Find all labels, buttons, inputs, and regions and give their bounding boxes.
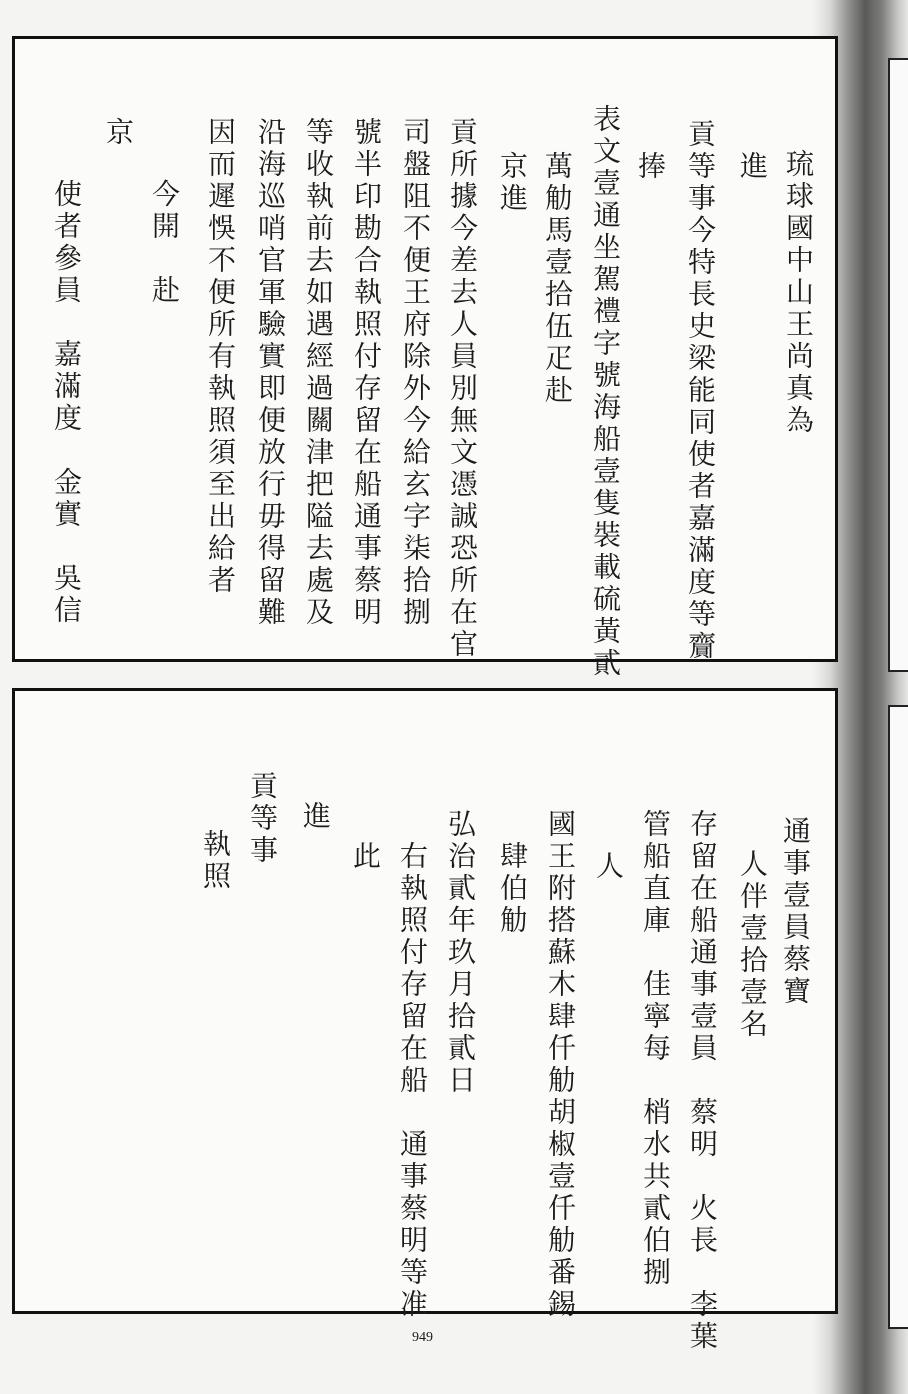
text-column: 通事壹員蔡寶 bbox=[779, 816, 812, 1008]
text-column: 因而遲悞不便所有執照須至出給者 bbox=[204, 117, 237, 597]
text-column: 捧 bbox=[634, 151, 667, 183]
text-column: 使者參員 嘉滿度 金實 吳信 bbox=[50, 179, 83, 627]
text-column: 進 bbox=[736, 151, 769, 183]
text-column: 貢所據今差去人員別無文憑誠恐所在官 bbox=[446, 117, 479, 661]
text-column: 京 bbox=[102, 117, 135, 149]
text-column: 號半印勘合執照付存留在船通事蔡明 bbox=[350, 117, 383, 629]
next-page-edge-bottom bbox=[888, 705, 908, 1329]
text-column: 等收執前去如遇經過關津把隘去處及 bbox=[302, 117, 335, 629]
text-column: 執照 bbox=[199, 829, 232, 893]
text-column: 人 bbox=[592, 851, 625, 883]
text-column: 此 bbox=[349, 841, 382, 873]
text-column: 今開 赴 bbox=[148, 179, 181, 307]
next-page-edge-top bbox=[888, 58, 908, 672]
text-column: 弘治貳年玖月拾貳日 bbox=[444, 809, 477, 1097]
text-column: 肆伯觔 bbox=[496, 841, 529, 937]
text-column: 右執照付存留在船 通事蔡明等准 bbox=[396, 841, 429, 1321]
text-column: 管船直庫 佳寧每 梢水共貳伯捌 bbox=[639, 809, 672, 1289]
text-column: 進 bbox=[299, 801, 332, 833]
text-column: 表文壹通坐駕禮字號海船壹隻裝載硫黃貳 bbox=[589, 104, 622, 680]
text-column: 存留在船通事壹員 蔡明 火長 李葉 bbox=[686, 809, 719, 1353]
document-panel-top bbox=[12, 36, 838, 680]
text-column: 貢等事今特長史梁能同使者嘉滿度等齎 bbox=[684, 119, 717, 663]
text-column: 國王附搭蘇木肆仟觔胡椒壹仟觔番錫 bbox=[544, 809, 577, 1321]
text-column: 萬觔馬壹拾伍疋赴 bbox=[541, 151, 574, 407]
page-number: 949 bbox=[412, 1330, 433, 1345]
text-column: 沿海巡哨官軍驗實即便放行毋得留難 bbox=[254, 117, 287, 629]
text-column: 司盤阻不便王府除外今給玄字柒拾捌 bbox=[399, 117, 432, 629]
text-column: 琉球國中山王尚真為 bbox=[782, 149, 815, 437]
text-column: 京進 bbox=[496, 151, 529, 215]
text-column: 貢等事 bbox=[246, 771, 279, 867]
text-column: 人伴壹拾壹名 bbox=[736, 849, 769, 1041]
